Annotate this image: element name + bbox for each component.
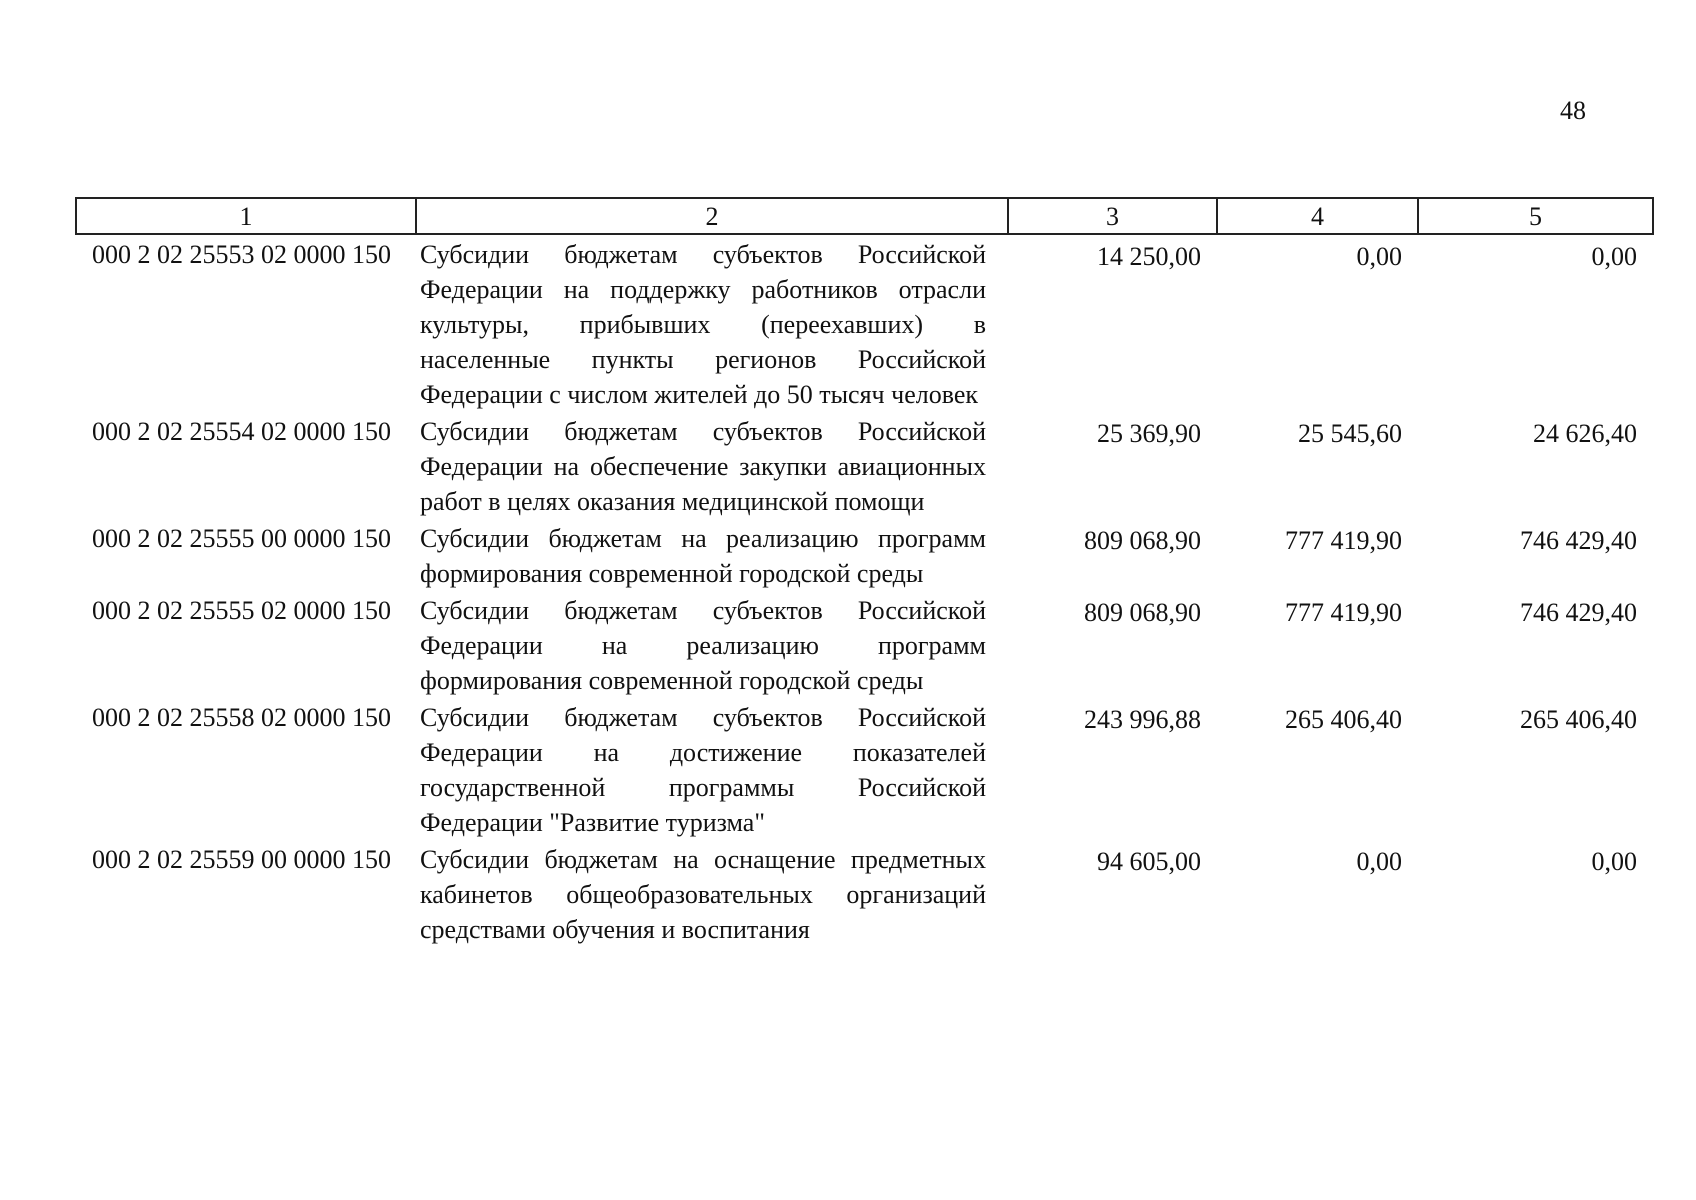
amount-col4-cell: 265 406,40	[1285, 705, 1402, 734]
page-number: 48	[1560, 96, 1586, 125]
budget-code-cell: 000 2 02 25558 02 0000 150	[92, 703, 391, 732]
table-row	[76, 234, 1653, 412]
column-header-2: 2	[416, 198, 1008, 234]
budget-code-cell: 000 2 02 25554 02 0000 150	[92, 417, 391, 446]
description-cell: Субсидии бюджетам субъектов Российской Федерации на поддержку работников отрасли культуры, прибывших (переехавших) в населенные пункты регионов Российской Федерации с числом жителей до 50 тысяч человек	[420, 240, 986, 409]
amount-col4-cell: 25 545,60	[1298, 419, 1402, 448]
amount-col3-cell: 809 068,90	[1084, 598, 1201, 627]
amount-col3-cell: 14 250,00	[1097, 242, 1201, 271]
amount-col3-cell: 25 369,90	[1097, 419, 1201, 448]
amount-col5-cell: 265 406,40	[1520, 705, 1637, 734]
table-row	[76, 519, 1653, 591]
table-row	[76, 698, 1653, 840]
table-header-row	[76, 198, 1653, 234]
description-cell: Субсидии бюджетам субъектов Российской Федерации на обеспечение закупки авиационных работ в целях оказания медицинской помощи	[420, 417, 986, 516]
amount-col4-cell: 777 419,90	[1285, 598, 1402, 627]
description-cell: Субсидии бюджетам на оснащение предметных кабинетов общеобразовательных организаций средствами обучения и воспитания	[420, 845, 986, 944]
column-header-1: 1	[76, 198, 416, 234]
amount-col3-cell: 94 605,00	[1097, 847, 1201, 876]
column-header-5: 5	[1418, 198, 1653, 234]
amount-col5-cell: 746 429,40	[1520, 526, 1637, 555]
amount-col4-cell: 0,00	[1356, 847, 1402, 876]
column-header-3: 3	[1008, 198, 1217, 234]
table-row	[76, 840, 1653, 947]
budget-code-cell: 000 2 02 25559 00 0000 150	[92, 845, 391, 874]
budget-table	[75, 197, 1654, 947]
amount-col5-cell: 746 429,40	[1520, 598, 1637, 627]
budget-code-cell: 000 2 02 25555 02 0000 150	[92, 596, 391, 625]
budget-code-cell: 000 2 02 25555 00 0000 150	[92, 524, 391, 553]
amount-col4-cell: 0,00	[1356, 242, 1402, 271]
amount-col5-cell: 0,00	[1591, 242, 1637, 271]
amount-col5-cell: 0,00	[1591, 847, 1637, 876]
budget-code-cell: 000 2 02 25553 02 0000 150	[92, 240, 391, 269]
description-cell: Субсидии бюджетам на реализацию программ формирования современной городской среды	[420, 524, 986, 588]
amount-col4-cell: 777 419,90	[1285, 526, 1402, 555]
amount-col3-cell: 809 068,90	[1084, 526, 1201, 555]
table-row	[76, 591, 1653, 698]
amount-col5-cell: 24 626,40	[1533, 419, 1637, 448]
description-cell: Субсидии бюджетам субъектов Российской Федерации на достижение показателей государственной программы Российской Федерации "Развитие туризма"	[420, 703, 986, 837]
amount-col3-cell: 243 996,88	[1084, 705, 1201, 734]
column-header-4: 4	[1217, 198, 1418, 234]
table-row	[76, 412, 1653, 519]
description-cell: Субсидии бюджетам субъектов Российской Федерации на реализацию программ формирования современной городской среды	[420, 596, 986, 695]
